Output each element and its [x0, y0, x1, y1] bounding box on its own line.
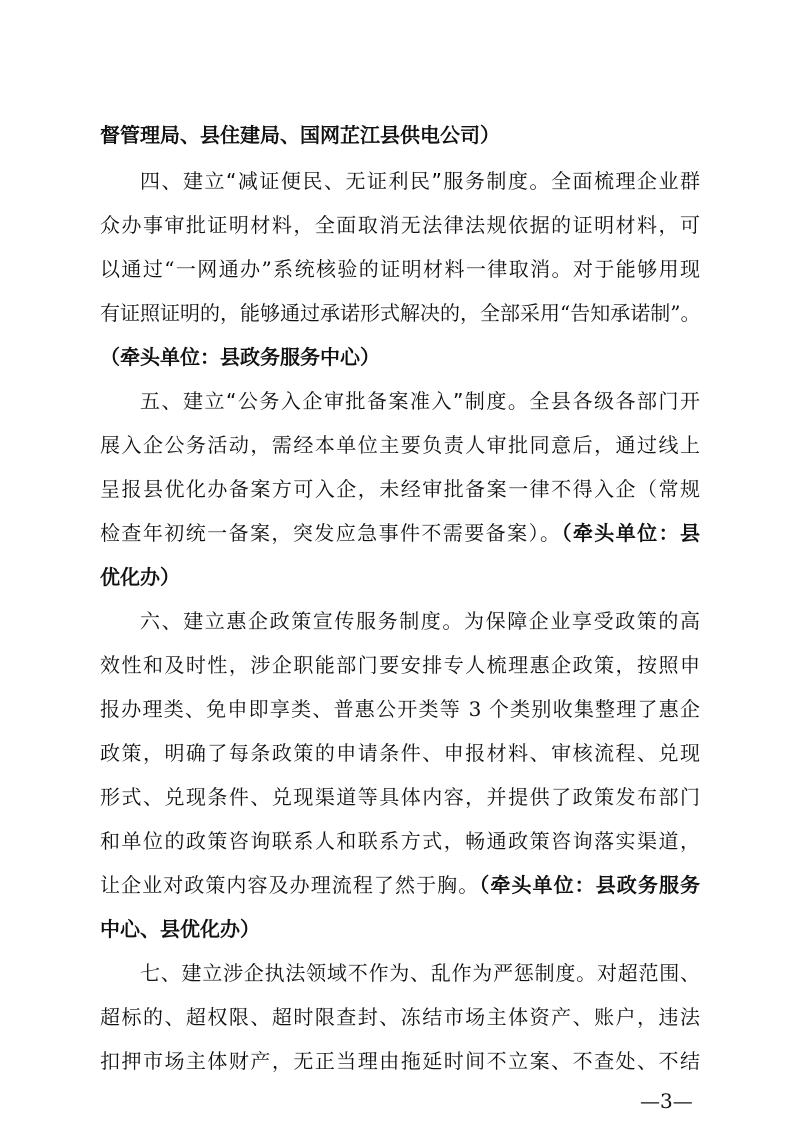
lead-unit-text: （牵头单位：县政务服务中心） [100, 345, 380, 369]
text-segment: 扣押市场主体财产，无正当理由拖延时间不立案、不查处、不结 [100, 1049, 700, 1073]
text-segment: 形式、兑现条件、兑现渠道等具体内容，并提供了政策发布部门 [100, 785, 700, 809]
text-segment: 呈报县优化办备案方可入企，未经审批备案一律不得入企（常规 [100, 477, 700, 501]
text-line [100, 300, 700, 328]
text-segment: 有证照证明的，能够通过承诺形式解决的，全部采用“告知承诺制”。 [100, 301, 700, 325]
section-title-5: 五、建立“公务入企审批备案准入”制度。 [140, 389, 530, 413]
text-line [100, 122, 700, 150]
text-segment: 为保障企业享受政策的高 [464, 609, 700, 633]
text-segment: 检查年初统一备案，突发应急事件不需要备案）。 [100, 521, 562, 545]
page-number: —3— [640, 1089, 693, 1113]
text-line [100, 256, 700, 284]
text-segment: 展入企公务活动，需经本单位主要负责人审批同意后，通过线上 [100, 433, 700, 457]
section-title-6: 六、建立惠企政策宣传服务制度。 [140, 609, 464, 633]
text-line [100, 652, 700, 680]
text-line [100, 520, 700, 548]
text-line [100, 1048, 700, 1076]
text-segment: 众办事审批证明材料，全面取消无法律法规依据的证明材料，可 [100, 213, 700, 237]
lead-unit-text: （牵头单位：县 [561, 521, 700, 545]
text-line [100, 740, 700, 768]
text-line [100, 212, 700, 240]
lead-unit-text: 中心、县优化办） [100, 917, 260, 941]
lead-unit-text: 优化办） [100, 565, 180, 589]
lead-unit-text: （牵头单位：县政务服务 [479, 873, 700, 897]
text-line [100, 476, 700, 504]
text-segment: 报办理类、免申即享类、普惠公开类等 3 个类别收集整理了惠企 [100, 697, 700, 721]
text-line [100, 872, 700, 900]
text-segment: 对超范围、 [596, 961, 700, 985]
text-line [140, 960, 700, 988]
text-segment: 效性和及时性，涉企职能部门要安排专人梳理惠企政策，按照申 [100, 653, 700, 677]
section-title-7: 七、建立涉企执法领域不作为、乱作为严惩制度。 [140, 961, 597, 985]
text-segment: 和单位的政策咨询联系人和联系方式，畅通政策咨询落实渠道， [100, 829, 700, 853]
text-segment: 政策，明确了每条政策的申请条件、申报材料、审核流程、兑现 [100, 741, 700, 765]
text-line [100, 1004, 700, 1032]
text-line [100, 784, 700, 812]
text-segment: 让企业对政策内容及办理流程了然于胸。 [100, 873, 480, 897]
text-segment: 全面梳理企业群 [550, 169, 700, 193]
text-line [140, 168, 700, 196]
text-line [140, 608, 700, 636]
lead-unit-text: 督管理局、县住建局、国网芷江县供电公司） [100, 123, 500, 147]
text-line [100, 344, 700, 372]
text-line [100, 696, 700, 724]
text-line [100, 916, 700, 944]
text-line [100, 432, 700, 460]
text-segment: 全县各级各部门开 [529, 389, 700, 413]
text-line [140, 388, 700, 416]
text-line [100, 828, 700, 856]
section-title-4: 四、建立“减证便民、无证利民”服务制度。 [140, 169, 551, 193]
text-segment: 超标的、超权限、超时限查封、冻结市场主体资产、账户，违法 [100, 1005, 700, 1029]
text-line [100, 564, 700, 592]
text-segment: 以通过“一网通办”系统核验的证明材料一律取消。对于能够用现 [100, 257, 700, 281]
